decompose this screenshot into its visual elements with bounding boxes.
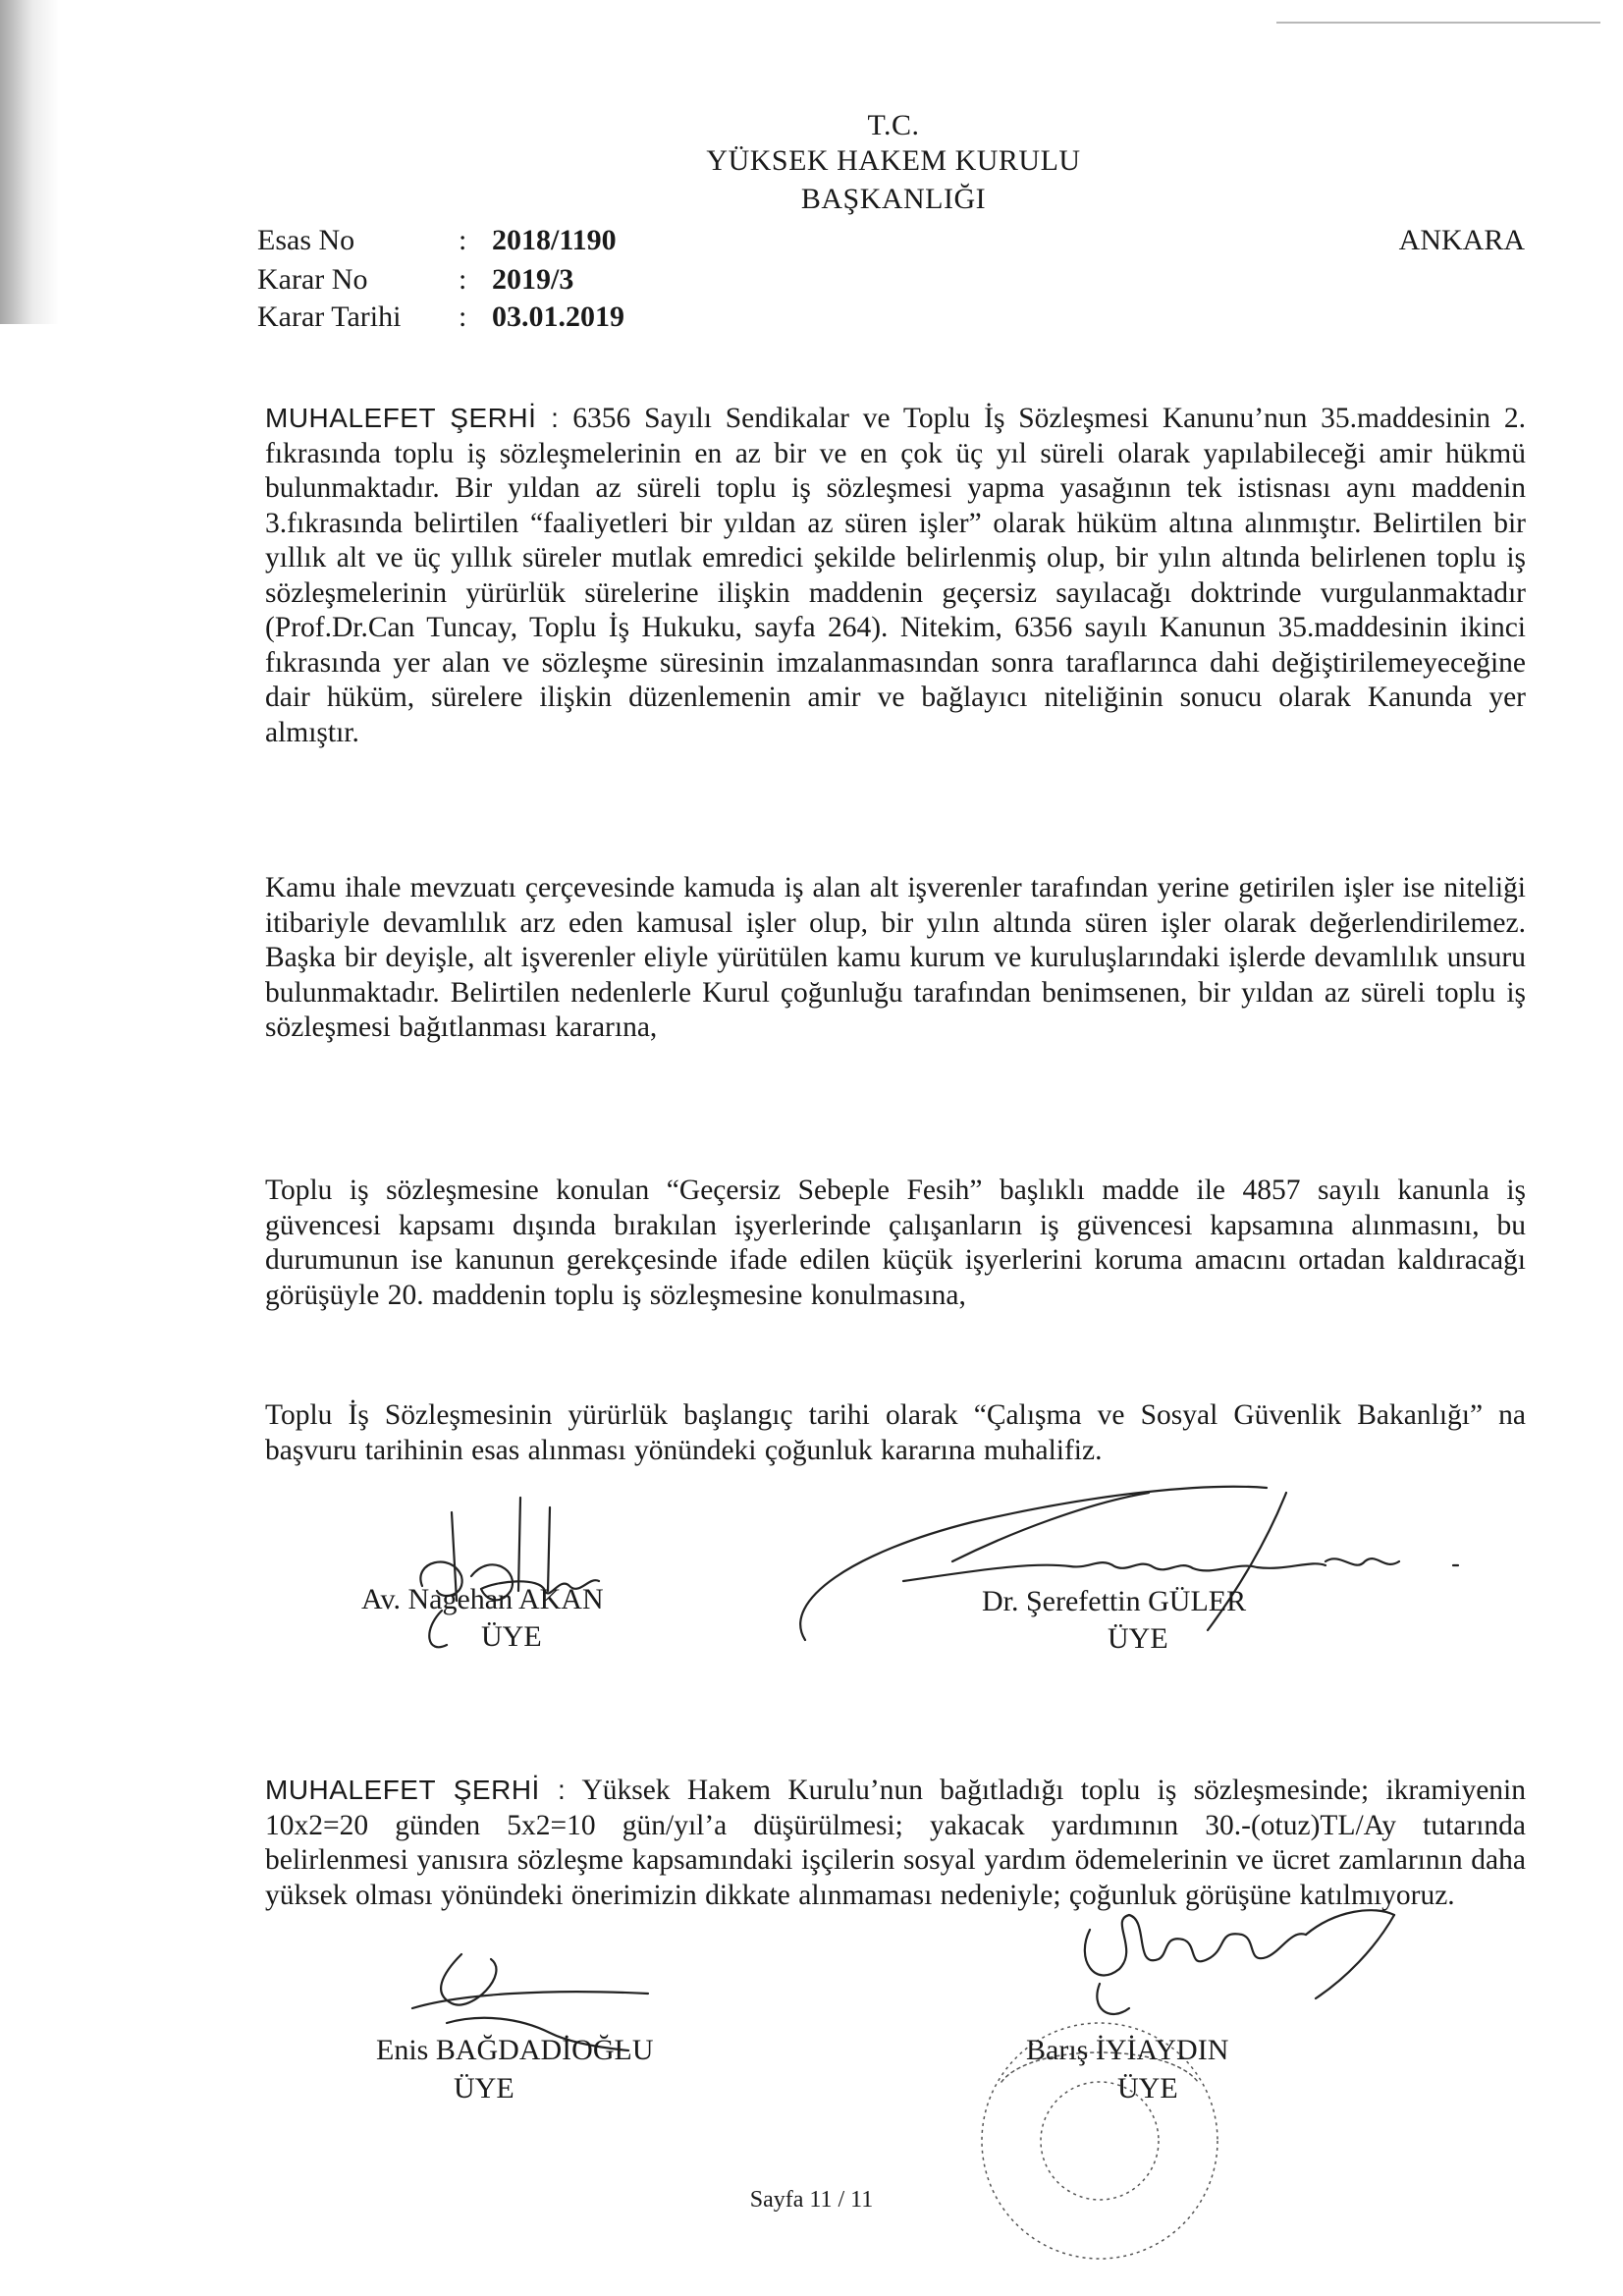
header-institution: YÜKSEK HAKEM KURULU — [706, 144, 1081, 177]
dissent-1-heading: MUHALEFET ŞERHİ : — [265, 403, 560, 433]
dissent-1-text-4: Toplu İş Sözleşmesinin yürürlük başlangıç tarihi olarak “Çalışma ve Sosyal Güvenlik Bakanlığı” na başvuru tarihinin esas alınması yönündeki çoğunluk kararına muhalifiz. — [265, 1399, 1526, 1466]
case-info-value: 2019/3 — [492, 263, 574, 296]
case-info-karar: Karar No : 2019/3 — [257, 263, 574, 296]
case-info-esas: Esas No : 2018/1190 — [257, 224, 617, 256]
header-city: ANKARA — [1398, 224, 1525, 256]
dissent-1-paragraph-2 — [265, 871, 1526, 1046]
dissent-1-paragraph-1 — [265, 401, 1526, 750]
signatory-2-role: ÜYE — [1108, 1622, 1168, 1655]
dissent-1-text-3: Toplu iş sözleşmesine konulan “Geçersiz Sebeple Fesih” başlıklı madde ile 4857 sayılı kanunla iş güvencesi kapsamı dışında bırakılan işyerlerinde çalışanların iş güvencesi kapsamına alınmasını, bu durumunun ise kanunun gerekçesinde ifade edilen küçük işyerlerini koruma amacını ortadan kaldıracağı görüşüyle 20. maddenin toplu iş sözleşmesine konulmasına, — [265, 1175, 1526, 1311]
page-number: Sayfa 11 / 11 — [749, 2187, 874, 2213]
case-info-label: Karar No — [257, 263, 368, 296]
signatory-3-role: ÜYE — [454, 2072, 514, 2105]
header-office: BAŞKANLIĞI — [800, 183, 987, 215]
dissent-1-paragraph-3 — [265, 1174, 1526, 1313]
dissent-2-text: Yüksek Hakem Kurulu’nun bağıtladığı toplu iş sözleşmesinde; ikramiyenin 10x2=20 günden 5x2=10 gün/yıl’a düşürülmesi; yakacak yardımının 30.-(otuz)TL/Ay tutarında belirlenmesi yanısıra sözleşme kapsamındaki işçilerin sosyal yardım ödemelerinin ve ücret zamlarının daha yüksek olması yönündeki önerimizin dikkate alınmaması nedeniyle; çoğunluk görüşüne katılmıyoruz. — [265, 1775, 1526, 1911]
dissent-1-text-2: Kamu ihale mevzuatı çerçevesinde kamuda iş alan alt işverenler tarafından yerine getirilen işler ise niteliği itibariyle devamlılık arz eden kamusal işler olup, bir yılın altında süren işler olarak değerlendirilemez. Başka bir deyişle, alt işverenler eliyle yürütülen kamu kurum ve kuruluşlarındaki işlerde devamlılık unsuru bulunmaktadır. Belirtilen nedenlerle Kurul çoğunluğu tarafından benimsenen, bir yıldan az süreli toplu iş sözleşmesi bağıtlanması kararına, — [265, 872, 1526, 1043]
header-country: T.C. — [867, 109, 920, 141]
scan-top-line — [1276, 22, 1600, 24]
case-info-value: 2018/1190 — [492, 224, 617, 256]
signatory-1-role: ÜYE — [481, 1620, 542, 1653]
dissent-1-paragraph-4 — [265, 1398, 1526, 1468]
signatory-4-role: ÜYE — [1117, 2072, 1178, 2105]
case-info-value: 03.01.2019 — [492, 301, 624, 333]
scan-edge-shadow — [0, 0, 59, 324]
dissent-2-heading: MUHALEFET ŞERHİ : — [265, 1775, 567, 1805]
case-info-label: Esas No — [257, 224, 355, 256]
signatory-1-name: Av. Nagehan AKAN — [361, 1583, 604, 1615]
signatory-3-name: Enis BAĞDADİOĞLU — [376, 2034, 654, 2066]
signatory-4-name: Barış İYİAYDIN — [1026, 2034, 1229, 2066]
dissent-1-text-1: 6356 Sayılı Sendikalar ve Toplu İş Sözleşmesi Kanunu’nun 35.maddesinin 2. fıkrasında toplu iş sözleşmelerinin en az bir ve en çok üç yıl süreli olarak yapılabileceği amir hükmü bulunmaktadır. Bir yıldan az süreli toplu iş sözleşmesi yapma yasağının tek istisnası aynı maddenin 3.fıkrasında belirtilen “faaliyetleri bir yıldan az süren işler” olarak hüküm altına alınmıştır. Belirtilen bir yıllık alt ve üç yıllık süreler mutlak emredici şekilde belirlenmiş olup, bir yılın altında belirlenen toplu iş sözleşmelerinin yürürlük sürelerine ilişkin maddenin geçersiz sayılacağı doktrinde vurgulanmaktadır (Prof.Dr.Can Tuncay, Toplu İş Hukuku, sayfa 264). Nitekim, 6356 sayılı Kanunun 35.maddesinin ikinci fıkrasında yer alan ve sözleşme süresinin imzalanmasından sonra taraflarınca dahi değiştirilemeyeceğine dair hüküm, sürelere ilişkin düzenlemenin amir ve bağlayıcı niteliğinin sonucu olarak Kanunda yer almıştır. — [265, 403, 1526, 748]
signatory-2-name: Dr. Şerefettin GÜLER — [982, 1585, 1247, 1617]
case-info-tarih: Karar Tarihi : 03.01.2019 — [257, 301, 624, 333]
case-info-label: Karar Tarihi — [257, 301, 402, 333]
